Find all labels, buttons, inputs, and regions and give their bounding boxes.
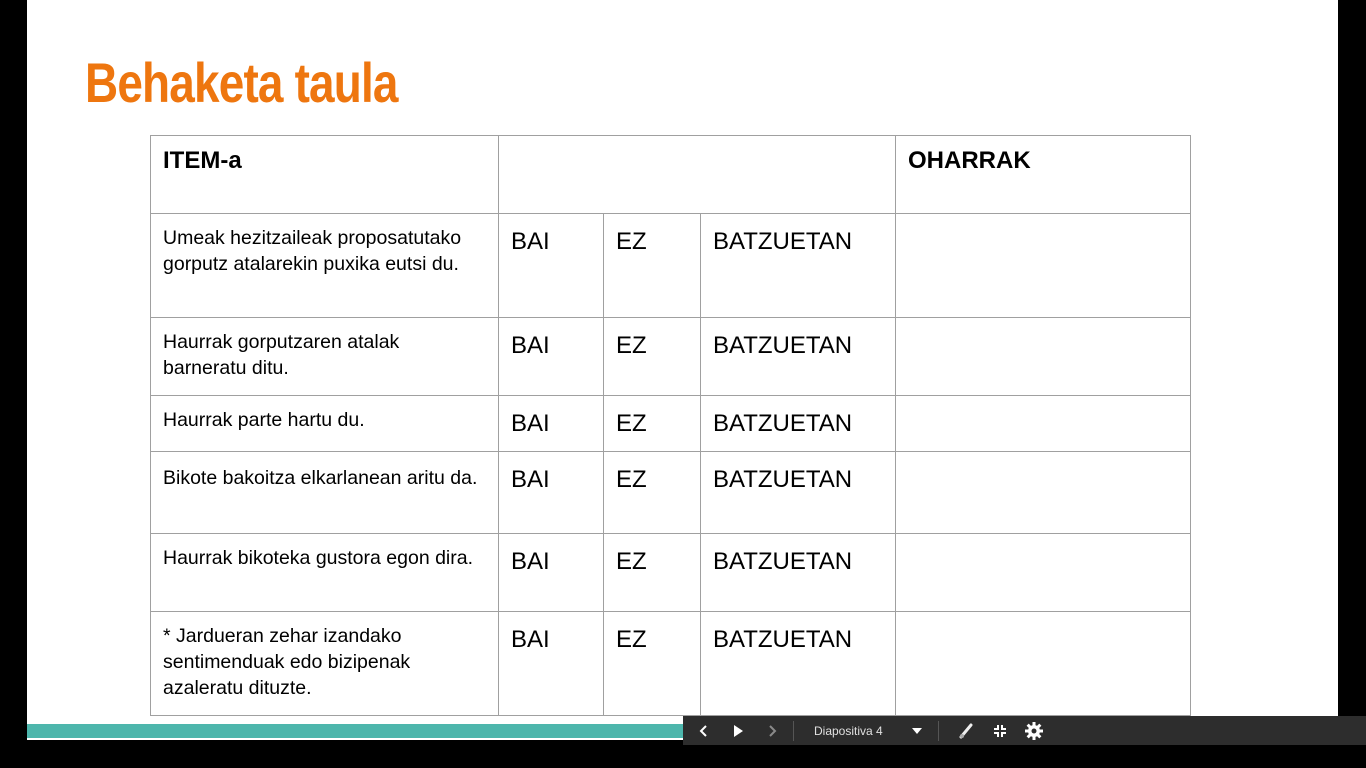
dropdown-arrow-icon[interactable] — [900, 716, 934, 745]
chevron-right-icon[interactable] — [755, 716, 789, 745]
option-ez: EZ — [604, 318, 701, 396]
presentation-toolbar — [683, 716, 1366, 745]
notes-cell — [896, 318, 1191, 396]
item-cell: Bikote bakoitza elkarlanean aritu da. — [151, 452, 499, 534]
item-cell: * Jardueran zehar izandako sentimenduak edo bizipenak azaleratu dituzte. — [151, 612, 499, 716]
table-row — [151, 534, 1191, 612]
notes-cell — [896, 612, 1191, 716]
slide-title: Behaketa taula — [85, 51, 398, 114]
observation-table — [150, 135, 1191, 716]
item-cell: Haurrak gorputzaren atalak barneratu ditu. — [151, 318, 499, 396]
header-notes: OHARRAK — [896, 136, 1191, 214]
slide-canvas — [27, 0, 1338, 740]
settings-gear-icon[interactable] — [1017, 716, 1051, 745]
table-header-row — [151, 136, 1191, 214]
chevron-left-icon[interactable] — [687, 716, 721, 745]
option-bai: BAI — [499, 612, 604, 716]
option-batzuetan: BATZUETAN — [701, 214, 896, 318]
notes-cell — [896, 396, 1191, 452]
item-cell: Haurrak parte hartu du. — [151, 396, 499, 452]
option-bai: BAI — [499, 534, 604, 612]
option-ez: EZ — [604, 214, 701, 318]
option-bai: BAI — [499, 452, 604, 534]
slide-number-label[interactable]: Diapositiva 4 — [814, 723, 883, 738]
option-batzuetan: BATZUETAN — [701, 452, 896, 534]
notes-cell — [896, 534, 1191, 612]
header-options — [499, 136, 896, 214]
option-ez: EZ — [604, 452, 701, 534]
option-ez: EZ — [604, 534, 701, 612]
option-batzuetan: BATZUETAN — [701, 318, 896, 396]
toolbar-divider — [938, 721, 939, 741]
table-row — [151, 214, 1191, 318]
option-batzuetan: BATZUETAN — [701, 612, 896, 716]
exit-fullscreen-icon[interactable] — [983, 716, 1017, 745]
table-row — [151, 318, 1191, 396]
play-icon[interactable] — [721, 716, 755, 745]
table-row — [151, 452, 1191, 534]
option-batzuetan: BATZUETAN — [701, 396, 896, 452]
toolbar-divider — [793, 721, 794, 741]
table-row — [151, 396, 1191, 452]
item-cell: Haurrak bikoteka gustora egon dira. — [151, 534, 499, 612]
notes-cell — [896, 452, 1191, 534]
option-ez: EZ — [604, 612, 701, 716]
option-bai: BAI — [499, 318, 604, 396]
header-item: ITEM-a — [151, 136, 499, 214]
option-batzuetan: BATZUETAN — [701, 534, 896, 612]
notes-cell — [896, 214, 1191, 318]
slide-accent-bar — [27, 724, 687, 738]
table-row — [151, 612, 1191, 716]
laser-pointer-icon[interactable] — [949, 716, 983, 745]
option-ez: EZ — [604, 396, 701, 452]
option-bai: BAI — [499, 214, 604, 318]
item-cell: Umeak hezitzaileak proposatutako gorputz atalarekin puxika eutsi du. — [151, 214, 499, 318]
option-bai: BAI — [499, 396, 604, 452]
